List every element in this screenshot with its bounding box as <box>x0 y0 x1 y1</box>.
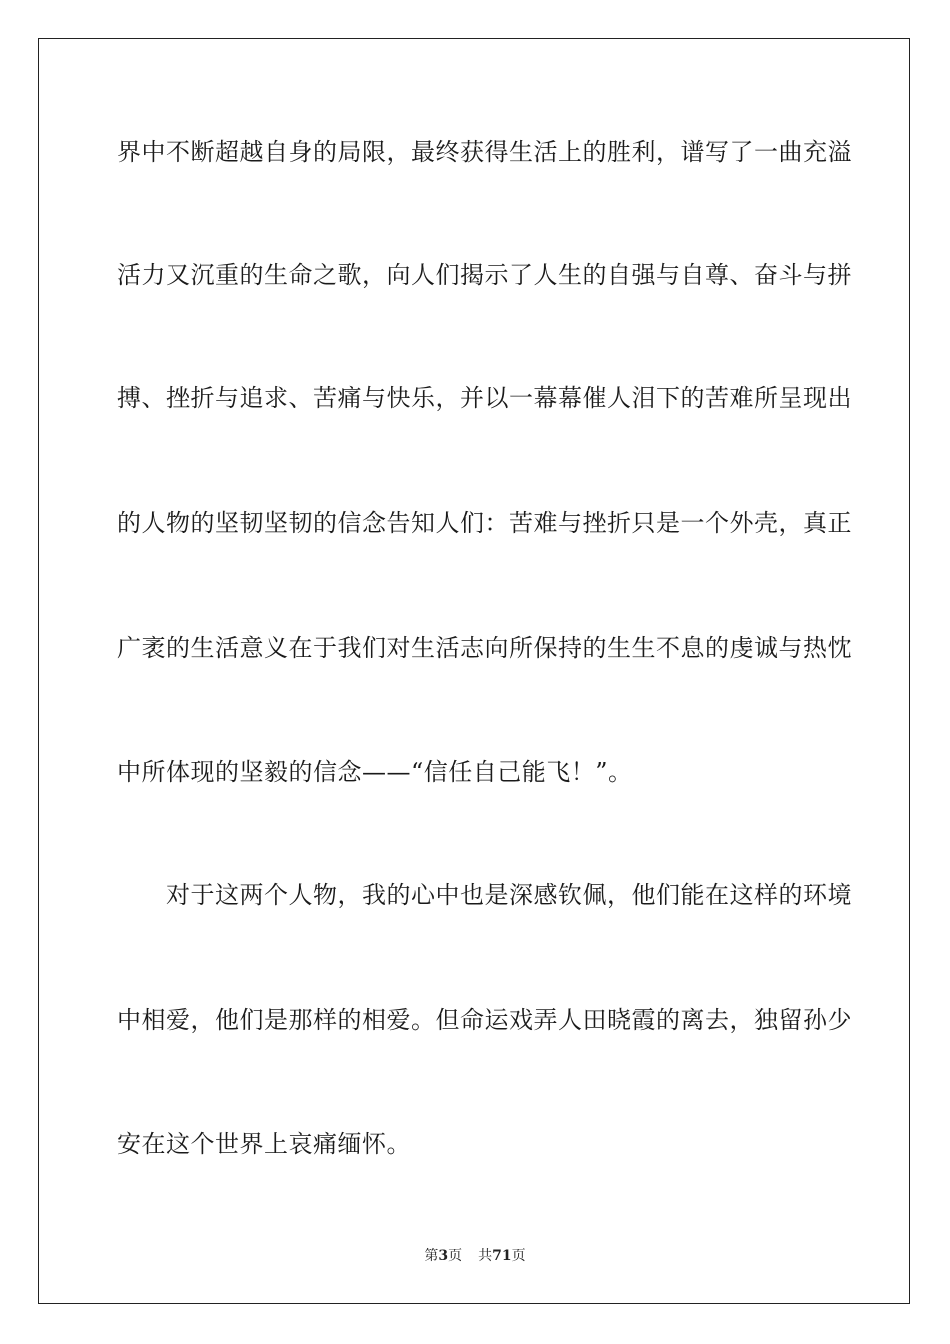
page-suffix: 页 <box>448 1248 463 1264</box>
body-line-2: 活力又沉重的生命之歌，向人们揭示了人生的自强与自尊、奋斗与拼 <box>117 261 852 289</box>
page-current-number: 3 <box>438 1248 449 1264</box>
body-line-7: 对于这两个人物，我的心中也是深感钦佩，他们能在这样的环境 <box>117 881 852 909</box>
body-line-4: 的人物的坚韧坚韧的信念告知人们：苦难与挫折只是一个外壳，真正 <box>117 509 852 537</box>
body-line-3: 搏、挫折与追求、苦痛与快乐，并以一幕幕催人泪下的苦难所呈现出 <box>117 384 852 412</box>
page-border <box>38 38 910 1304</box>
page-prefix: 第 <box>424 1248 439 1264</box>
page-footer <box>0 1247 950 1265</box>
body-line-5: 广袤的生活意义在于我们对生活志向所保持的生生不息的虔诚与热忱 <box>117 634 852 662</box>
page-total-number: 71 <box>492 1248 512 1264</box>
body-line-9: 安在这个世界上哀痛缅怀。 <box>117 1130 411 1158</box>
body-line-8: 中相爱，他们是那样的相爱。但命运戏弄人田晓霞的离去，独留孙少 <box>117 1006 852 1034</box>
body-line-1: 界中不断超越自身的局限，最终获得生活上的胜利，谱写了一曲充溢 <box>117 138 852 166</box>
body-line-6: 中所体现的坚毅的信念——“信任自己能飞！”。 <box>117 758 633 786</box>
total-prefix: 共 <box>478 1248 493 1264</box>
total-suffix: 页 <box>511 1248 526 1264</box>
